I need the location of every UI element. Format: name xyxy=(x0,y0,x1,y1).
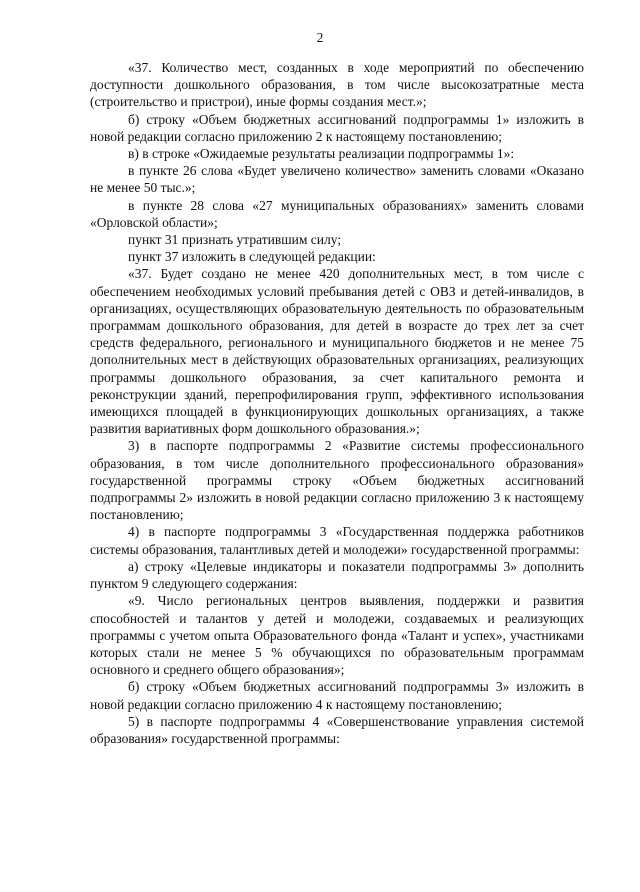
paragraph-5-subprogram-4: 5) в паспорте подпрограммы 4 «Совершенствование управления системой образования» государственной программы: xyxy=(90,713,584,746)
paragraph-item-37-quantity: «37. Количество мест, созданных в ходе мероприятий по обеспечению доступности дошкольного образования, в том числе высокозатратные места (строительство и пристрои), иные формы создания мест.»; xyxy=(90,60,584,110)
paragraph-point-37-intro: пункт 37 изложить в следующей редакции: xyxy=(128,249,376,265)
paragraph-v-expected-results: в) в строке «Ожидаемые результаты реализации подпрограммы 1»: xyxy=(128,146,515,162)
paragraph-point-9-text: «9. Число региональных центров выявления, поддержки и развития способностей и талантов у детей и молодежи, создаваемых и реализующих программы с учетом опыта Образовательного фонда «Талант и успех», участниками которых стали не менее 5 % обучающихся по образовательным программам основного и среднего общего образования»; xyxy=(90,593,584,678)
paragraph-point-26: в пункте 26 слова «Будет увеличено количество» заменить словами «Оказано не менее 50 тыс.»; xyxy=(90,163,584,196)
paragraph-b-budget-subprogram-3: б) строку «Объем бюджетных ассигнований подпрограммы 3» изложить в новой редакции согласно приложению 4 к настоящему постановлению; xyxy=(90,679,584,712)
paragraph-a-indicators: а) строку «Целевые индикаторы и показатели подпрограммы 3» дополнить пунктом 9 следующего содержания: xyxy=(90,558,584,592)
page-number: 2 xyxy=(316,30,324,45)
paragraph-point-28: в пункте 28 слова «27 муниципальных образованиях» заменить словами «Орловской области»; xyxy=(90,197,584,230)
paragraph-4-subprogram-3: 4) в паспорте подпрограммы 3 «Государственная поддержка работников системы образования, талантливых детей и молодежи» государственной программы: xyxy=(90,524,584,557)
document-body xyxy=(90,59,584,747)
paragraph-point-31: пункт 31 признать утратившим силу; xyxy=(128,232,342,248)
paragraph-point-37-text: «37. Будет создано не менее 420 дополнительных мест, в том числе с обеспечением необходимых условий пребывания детей с ОВЗ и детей-инвалидов, в организациях, осуществляющих образовательную деятельность по образовательным программам дошкольного образования, для детей в возрасте до трех лет за счет средств федерального, регионального и муниципального бюджетов и не менее 75 дополнительных мест в действующих образовательных организациях, реализующих программы дошкольного образования, за счет капитального ремонта и реконструкции зданий, перепрофилирования групп, эффективного использования имеющихся площадей в функционирующих дошкольных организациях, а также развития вариативных форм дошкольного образования.»; xyxy=(90,266,584,437)
paragraph-3-subprogram-2: 3) в паспорте подпрограммы 2 «Развитие системы профессионального образования, в том числе дополнительного профессионального образования» государственной программы строку «Объем бюджетных ассигнований подпрограммы 2» изложить в новой редакции согласно приложению 3 к настоящему постановлению; xyxy=(90,438,584,523)
paragraph-b-budget-subprogram-1: б) строку «Объем бюджетных ассигнований подпрограммы 1» изложить в новой редакции согласно приложению 2 к настоящему постановлению; xyxy=(90,111,584,144)
